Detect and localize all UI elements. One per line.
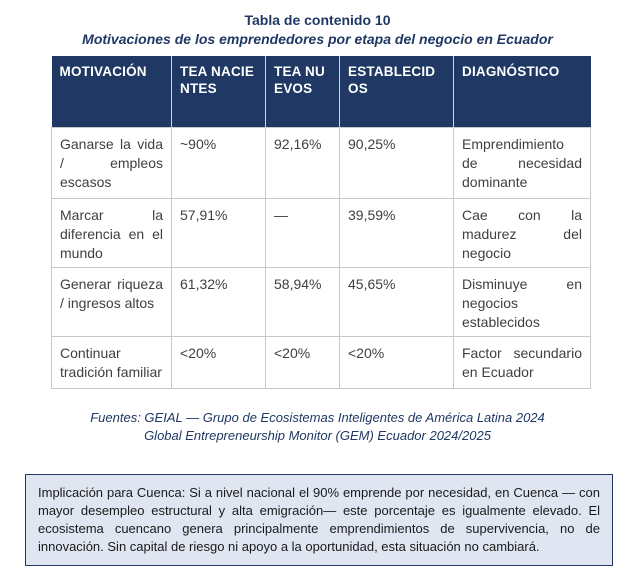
cell-tea-nacientes: <20% [172,336,266,388]
header-motivacion: MOTIVACIÓN [52,56,172,127]
implication-callout-box: Implicación para Cuenca: Si a nivel nacional el 90% emprende por necesidad, en Cuenca — con mayor desempleo estructural y alta emigración— este porcentaje es igualmente elevado. El ecosistema cuencano genera principalmente emprendimientos de supervivencia, no de innovación. Sin capital de riesgo ni apoyo a la oportunidad, esta situación no cambiará. [25,474,613,566]
cell-diagnostico: Factor secundario en Ecuador [454,336,591,388]
cell-tea-nacientes: 57,91% [172,198,266,267]
cell-establecidos: 90,25% [340,127,454,198]
cell-tea-nuevos: <20% [266,336,340,388]
cell-motivation: Marcar la diferencia en el mundo [52,198,172,267]
sources-line-2: Global Entrepreneurship Monitor (GEM) Ecuador 2024/2025 [144,428,491,443]
motivations-table [51,56,591,389]
table-row [52,336,591,388]
cell-tea-nuevos: — [266,198,340,267]
table-row [52,198,591,267]
cell-motivation: Ganarse la vida / empleos escasos [52,127,172,198]
table-header-row [52,56,591,127]
cell-tea-nacientes: ~90% [172,127,266,198]
cell-establecidos: 39,59% [340,198,454,267]
cell-establecidos: <20% [340,336,454,388]
sources-line-1: Fuentes: GEIAL — Grupo de Ecosistemas Inteligentes de América Latina 2024 [90,410,545,425]
sources-note [0,409,635,445]
table-row [52,267,591,336]
header-tea-nacientes: TEA NACIENTES [172,56,266,127]
header-tea-nuevos: TEA NUEVOS [266,56,340,127]
cell-diagnostico: Cae con la madurez del negocio [454,198,591,267]
cell-tea-nuevos: 92,16% [266,127,340,198]
cell-motivation: Generar riqueza / ingresos altos [52,267,172,336]
table-subtitle: Motivaciones de los emprendedores por etapa del negocio en Ecuador [82,31,553,47]
cell-tea-nuevos: 58,94% [266,267,340,336]
cell-diagnostico: Disminuye en negocios establecidos [454,267,591,336]
cell-establecidos: 45,65% [340,267,454,336]
cell-tea-nacientes: 61,32% [172,267,266,336]
cell-motivation: Continuar tradición familiar [52,336,172,388]
header-diagnostico: DIAGNÓSTICO [454,56,591,127]
table-row [52,127,591,198]
cell-diagnostico: Emprendimiento de necesidad dominante [454,127,591,198]
table-title: Tabla de contenido 10 [244,12,391,28]
header-establecidos: ESTABLECIDOS [340,56,454,127]
